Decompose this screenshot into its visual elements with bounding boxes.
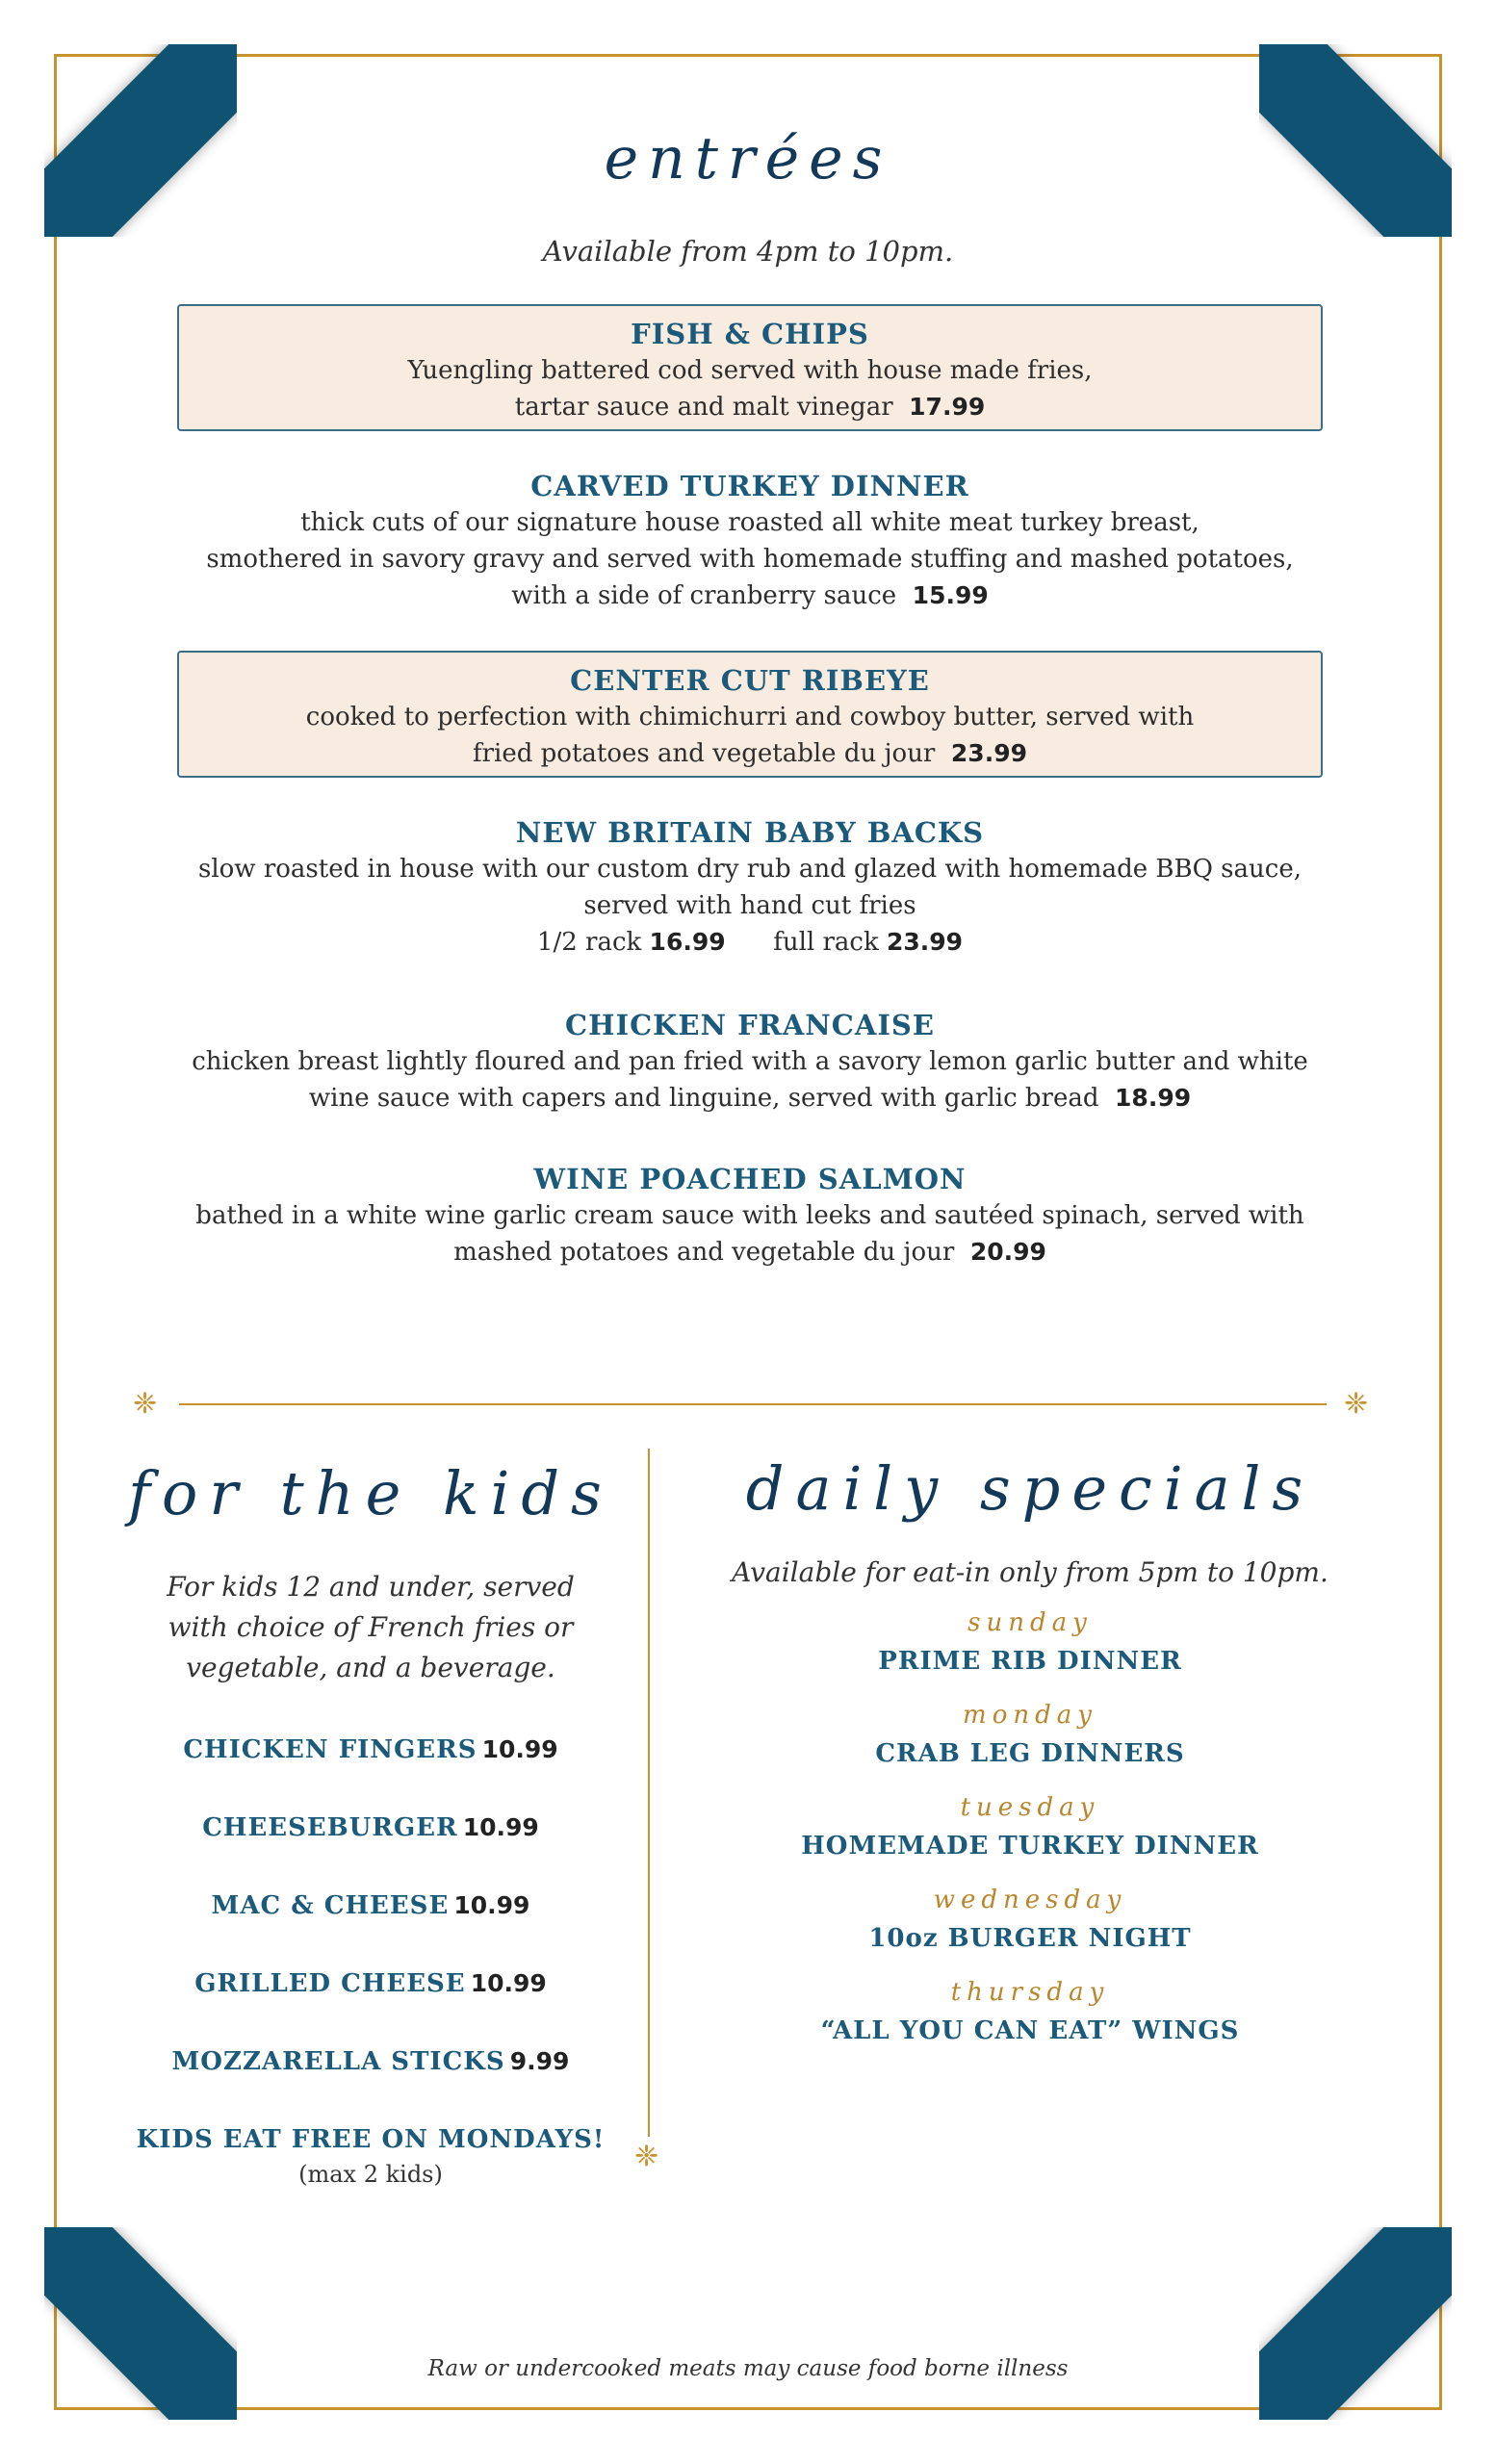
item-description-line: tartar sauce and malt vinegar xyxy=(514,393,893,422)
menu-item-ribeye xyxy=(177,651,1323,778)
item-name: WINE POACHED SALMON xyxy=(533,1163,967,1195)
item-price: 15.99 xyxy=(912,581,989,609)
item-name: FISH & CHIPS xyxy=(631,318,869,350)
item-name: CENTER CUT RIBEYE xyxy=(570,664,930,697)
special-entry xyxy=(703,1793,1357,1861)
item-description-line: bathed in a white wine garlic cream sauce with leeks and sautéed spinach, served with xyxy=(195,1201,1304,1230)
special-day: thursday xyxy=(950,1978,1110,2007)
full-rack-label: full rack xyxy=(773,928,879,957)
menu-item-baby-backs xyxy=(177,814,1323,961)
kids-item-price: 10.99 xyxy=(481,1735,558,1763)
half-rack-label: 1/2 rack xyxy=(536,928,642,957)
column-divider xyxy=(648,1449,650,2137)
menu-item-fish-chips xyxy=(177,304,1323,431)
special-item: CRAB LEG DINNERS xyxy=(875,1739,1185,1768)
kids-item xyxy=(125,1966,616,2004)
special-day: wednesday xyxy=(933,1886,1127,1914)
specials-section xyxy=(703,1453,1357,2045)
specials-subtitle: Available for eat-in only from 5pm to 10pm. xyxy=(732,1556,1328,1588)
item-description-line: chicken breast lightly floured and pan fried with a savory lemon garlic butter and white xyxy=(192,1047,1308,1076)
kids-promo: KIDS EAT FREE ON MONDAYS! xyxy=(136,2125,606,2154)
kids-item-name: MOZZARELLA STICKS xyxy=(171,2047,505,2076)
special-entry xyxy=(703,1978,1357,2045)
section-divider xyxy=(179,1403,1327,1405)
special-entry xyxy=(703,1608,1357,1676)
special-day: sunday xyxy=(967,1608,1093,1637)
food-safety-disclaimer: Raw or undercooked meats may cause food borne illness xyxy=(427,2356,1069,2381)
item-description-line: Yuengling battered cod served with house made fries, xyxy=(407,356,1093,385)
special-item: HOMEMADE TURKEY DINNER xyxy=(801,1832,1259,1861)
menu-item-chicken-francaise xyxy=(177,1007,1323,1116)
item-name: CARVED TURKEY DINNER xyxy=(530,470,969,502)
special-entry xyxy=(703,1701,1357,1768)
kids-item xyxy=(125,2044,616,2082)
kids-title: for the kids xyxy=(128,1458,613,1528)
item-price: 23.99 xyxy=(950,739,1027,767)
kids-item-price: 9.99 xyxy=(509,2047,570,2075)
item-description-line: smothered in savory gravy and served with homemade stuffing and mashed potatoes, xyxy=(206,545,1294,574)
ornament-icon: ❈ xyxy=(1344,1387,1369,1421)
half-rack-price: 16.99 xyxy=(649,928,726,956)
item-description-line: slow roasted in house with our custom dry rub and glazed with homemade BBQ sauce, xyxy=(198,855,1302,884)
specials-title: daily specials xyxy=(745,1453,1315,1524)
kids-item xyxy=(125,1888,616,1926)
corner-ribbon-bottom-right xyxy=(1259,2227,1452,2420)
kids-item-name: CHEESEBURGER xyxy=(202,1813,458,1842)
kids-item-name: CHICKEN FINGERS xyxy=(183,1735,477,1764)
item-description-line: fried potatoes and vegetable du jour xyxy=(473,739,936,768)
full-rack-price: 23.99 xyxy=(887,928,964,956)
item-description-line: wine sauce with capers and linguine, served with garlic bread xyxy=(308,1084,1099,1113)
special-item: “ALL YOU CAN EAT” WINGS xyxy=(820,2016,1240,2045)
ornament-icon: ❈ xyxy=(133,1387,158,1421)
menu-item-salmon xyxy=(177,1161,1323,1270)
item-description-line: mashed potatoes and vegetable du jour xyxy=(453,1238,955,1267)
item-name: NEW BRITAIN BABY BACKS xyxy=(515,816,985,849)
special-day: monday xyxy=(963,1701,1097,1730)
kids-item xyxy=(125,1810,616,1848)
special-entry xyxy=(703,1886,1357,1953)
ornament-icon: ❈ xyxy=(634,2140,659,2173)
kids-item xyxy=(125,1732,616,1770)
corner-ribbon-bottom-left xyxy=(44,2227,237,2420)
kids-item-name: GRILLED CHEESE xyxy=(194,1969,466,1998)
special-item: PRIME RIB DINNER xyxy=(878,1647,1182,1676)
special-day: tuesday xyxy=(960,1793,1100,1822)
item-description-line: with a side of cranberry sauce xyxy=(511,581,897,610)
item-description-line: served with hand cut fries xyxy=(583,891,916,920)
kids-subtitle-line: For kids 12 and under, served xyxy=(167,1571,575,1603)
kids-item-price: 10.99 xyxy=(462,1813,539,1841)
item-description-line: cooked to perfection with chimichurri and cowboy butter, served with xyxy=(305,703,1195,732)
kids-item-name: MAC & CHEESE xyxy=(211,1891,450,1920)
item-price: 17.99 xyxy=(909,393,986,421)
entrees-subtitle: Available from 4pm to 10pm. xyxy=(542,235,954,268)
item-price: 20.99 xyxy=(969,1238,1046,1266)
item-name: CHICKEN FRANCAISE xyxy=(565,1009,935,1041)
item-description-line: thick cuts of our signature house roasted all white meat turkey breast, xyxy=(300,508,1199,537)
kids-subtitle-line: with choice of French fries or xyxy=(168,1611,574,1643)
kids-item-price: 10.99 xyxy=(453,1891,530,1919)
menu-item-carved-turkey xyxy=(177,468,1323,614)
special-item: 10oz BURGER NIGHT xyxy=(868,1924,1192,1953)
kids-item-price: 10.99 xyxy=(470,1969,547,1997)
kids-section xyxy=(125,1458,616,2192)
entrees-title: entrées xyxy=(604,125,892,192)
kids-subtitle-line: vegetable, and a beverage. xyxy=(186,1652,555,1683)
kids-promo-note: (max 2 kids) xyxy=(298,2161,443,2188)
item-price: 18.99 xyxy=(1115,1084,1192,1112)
